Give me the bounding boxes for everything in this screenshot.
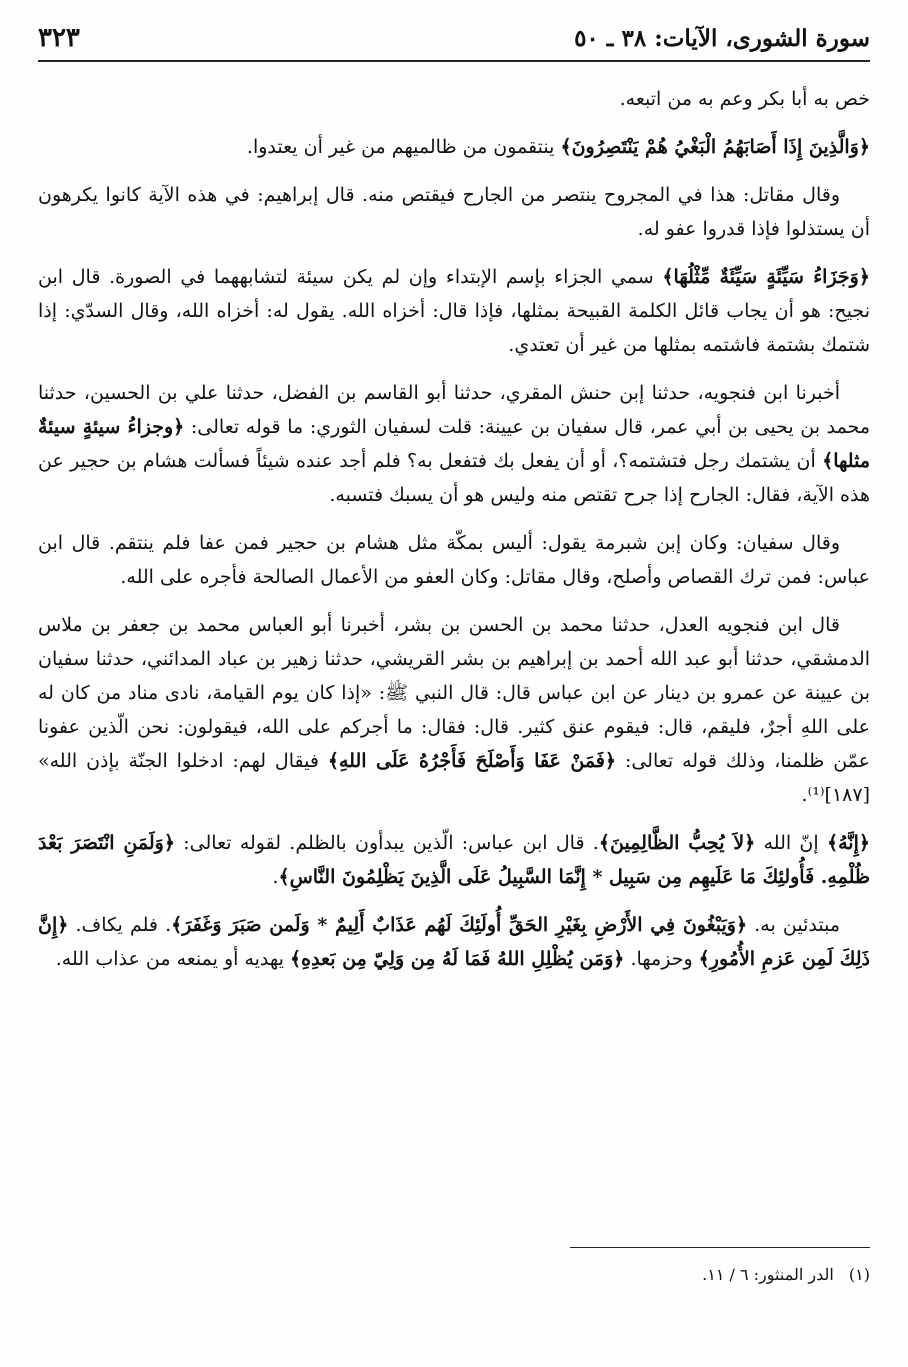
quran-verse: ﴿فَمَنْ عَفَا وَأَصْلَحَ فَأَجْرُهُ عَلَى اللهِ﴾	[327, 750, 617, 772]
footnote-text: الدر المنثور: ٦ / ١١.	[702, 1265, 834, 1284]
quran-verse: ﴿لاَ يُحِبُّ الظَّالِمِينَ﴾	[598, 832, 756, 854]
text-run: وقال سفيان: وكان إبن شبرمة يقول: أليس بمكّة مثل هشام بن حجير فمن عفا فلم ينتقم. قال ابن عباس: فمن ترك القصاص وأصلح، وقال مقاتل: وكان العفو من الأعمال الصالحة فأجره على الله.	[38, 532, 870, 588]
text-run: سمي الجزاء بإسم الإبتداء وإن لم يكن سيئة لتشابههما في الصورة. قال ابن نجيح: هو أن يجاب قائل الكلمة القبيحة بمثلها، فإذا قال: أخزاه الله. يقول له: أخزاه الله، وقال السدّي: إذا شتمك بشتمة فاشتمه بمثلها من غير أن تعتدي.	[38, 266, 870, 356]
quran-verse: ﴿وَجَزَاءُ سَيِّئَةٍ سَيِّئَةٌ مِّثْلُهَا﴾	[662, 266, 870, 288]
quran-verse: ﴿إِنَّ ذَلِكَ لَمِن عَزمِ الأُمُورِ﴾	[38, 914, 870, 970]
text-run: وحزمها.	[624, 948, 699, 970]
quran-verse: ﴿وَمَن يُظْلِلِ اللهُ فَمَا لَهُ مِن وَلِيّ مِن بَعدِهِ﴾	[290, 948, 625, 970]
text-run: مبتدئين به.	[747, 914, 841, 936]
paragraph	[38, 178, 870, 246]
footnote-divider	[570, 1247, 870, 1248]
paragraph	[38, 526, 870, 594]
paragraph	[38, 130, 870, 164]
text-run: فيقال لهم: ادخلوا الجنّة بإذن الله» [١٨٧]	[38, 750, 870, 806]
quran-verse: ﴿وَلَمَنِ انْتَصَرَ بَعْدَ ظُلْمِهِ. فَأُولئِكَ مَا عَلَيهِم مِن سَبِيل * إِنَّمَا السَّبِيلُ عَلَى الَّذِينَ يَظْلِمُونَ النَّاسِ﴾	[38, 832, 870, 888]
text-run: أن يشتمك رجل فتشتمه؟، أو أن يفعل بك فتفعل به؟ فلم أجد عنده شيئاً فسألت هشام بن حجير عن هذه الآية، فقال: الجارح إذا جرح تقتص منه وليس هو أن يسبك فتسبه.	[38, 450, 870, 506]
paragraph	[38, 260, 870, 362]
text-run: وقال مقاتل: هذا في المجروح ينتصر من الجارح فيقتص منه. قال إبراهيم: في هذه الآية كانوا يكرهون أن يستذلوا فإذا قدروا عفو له.	[38, 184, 870, 240]
page-header	[38, 16, 870, 62]
text-run: أخبرنا ابن فنجويه، حدثنا إبن حنش المقري، حدثنا أبو القاسم بن الفضل، حدثنا علي بن الحسين، حدثنا محمد بن يحيى بن أبي عمر، قال سفيان بن عيينة: قلت لسفيان الثوري: ما قوله تعالى:	[38, 382, 870, 438]
quran-verse: ﴿وَالَّذِينَ إِذَا أَصَابَهُمُ الْبَغْيُ هُمْ يَنْتَصِرُونَ﴾	[560, 136, 870, 158]
text-run: .	[272, 866, 279, 888]
quran-verse: ﴿إِنَّهُ﴾	[826, 832, 870, 854]
paragraph	[38, 908, 870, 976]
page-body	[38, 82, 870, 990]
quran-verse: ﴿وجزاءُ سيئةٍ سيئةٌ مثلها﴾	[38, 416, 870, 472]
text-run: ينتقمون من ظالميهم من غير أن يعتدوا.	[246, 136, 561, 158]
footnote	[38, 1262, 870, 1288]
paragraph	[38, 82, 870, 116]
text-run: قال ابن فنجويه العدل، حدثنا محمد بن الحسن بن بشر، أخبرنا أبو العباس محمد بن جعفر بن ملاس الدمشقي، حدثنا أبو عبد الله أحمد بن إبراهيم بن بشر القريشي، حدثنا زهير بن عباد المدائني، حدثنا سفيان بن عيينة عن عمرو بن دينار عن ابن عباس قال: قال النبي ﷺ: «إذا كان يوم القيامة، نادى مناد من كان له على اللهِ أجرٌ، فليقم، قال: فيقوم عنق كثير. قال: فقال: ما أجركم على الله، فيقولون: نحن الّذين عفونا عمّن ظلمنا، وذلك قوله تعالى:	[38, 614, 870, 772]
page-number: ٣٢٣	[38, 23, 80, 53]
quran-verse: ﴿وَيَبْغُونَ فِي الأَرْضِ بِغَيْرِ الحَقِّ أُولَئِكَ لَهُم عَذَابٌ أَلِيمٌ * وَلَمن صَبَرَ وَغَفَرَ﴾	[171, 914, 748, 936]
text-run: خص به أبا بكر وعم به من اتبعه.	[619, 88, 870, 110]
text-run: إنّ الله	[755, 832, 827, 854]
text-run: . فلم يكاف.	[68, 914, 172, 936]
footnote-marker: (١)	[848, 1265, 870, 1284]
text-run: . قال ابن عباس: الّذين يبدأون بالظلم. لقوله تعالى:	[174, 832, 599, 854]
text-run: يهديه أو يمنعه من عذاب الله.	[55, 948, 290, 970]
paragraph	[38, 608, 870, 812]
footnote-ref: ⁽¹⁾	[807, 784, 825, 806]
paragraph	[38, 376, 870, 512]
surah-title: سورة الشورى، الآيات: ٣٨ ـ ٥٠	[574, 24, 870, 52]
text-run: .	[801, 784, 808, 806]
paragraph	[38, 826, 870, 894]
